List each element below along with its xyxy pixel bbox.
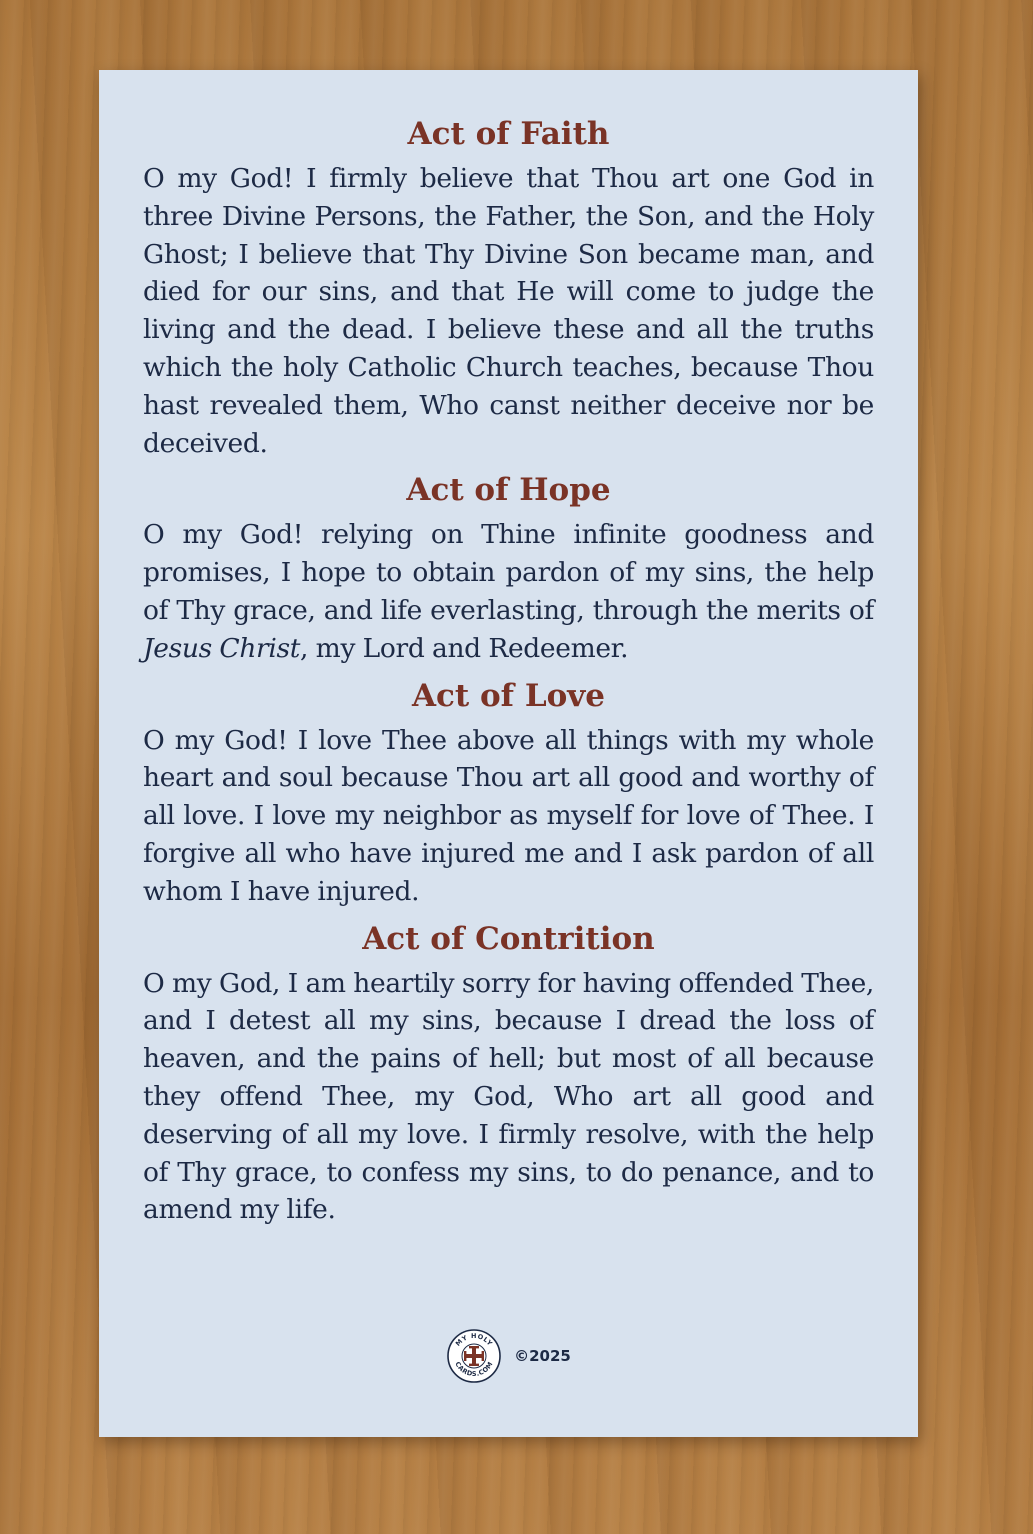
act-of-hope-text-end: , my Lord and Redeemer. bbox=[300, 632, 629, 664]
act-of-faith-text: O my God! I firmly believe that Thou art one God in three Divine Persons, the Father, the Son, and the Holy Ghost; I believe that Thy Divine Son became man, and died for our sins, and that He will come to judge the living and the dead. I believe these and all the truths which the holy Catholic Church teaches, because Thou hast revealed them, Who canst neither deceive nor be deceived. bbox=[143, 163, 874, 459]
copyright-text: ©2025 bbox=[514, 1347, 571, 1365]
act-of-contrition-text: O my God, I am heartily sorry for having offended Thee, and I detest all my sins, because I dread the loss of heaven, and the pains of hell; but most of all because they offend Thee, my God, Who art all good and deserving of all my love. I firmly resolve, with the help of Thy grace, to confess my sins, to do penance, and to amend my life. bbox=[143, 967, 874, 1226]
act-of-hope-text-italic: Jesus Christ bbox=[143, 632, 301, 664]
act-of-hope-text-start: O my God! relying on Thine infinite goodness and promises, I hope to obtain pardon of my sins, the help of Thy grace, and life everlasting, through the merits of bbox=[143, 519, 874, 626]
act-of-contrition-title: Act of Contrition bbox=[362, 920, 655, 957]
cross-emblem-icon bbox=[446, 1328, 502, 1384]
prayer-card bbox=[99, 70, 918, 1437]
svg-text:MY HOLY: MY HOLY bbox=[454, 1331, 495, 1348]
act-of-love-text: O my God! I love Thee above all things with my whole heart and soul because Thou art all good and worthy of all love. I love my neighbor as myself for love of Thee. I forgive all who have injured me and I ask pardon of all whom I have injured. bbox=[143, 724, 874, 907]
act-of-hope-text bbox=[143, 516, 874, 667]
act-of-faith-title: Act of Faith bbox=[407, 116, 610, 152]
svg-text:CARDS.COM: CARDS.COM bbox=[453, 1360, 495, 1379]
act-of-hope-title: Act of Hope bbox=[406, 472, 611, 509]
card-footer bbox=[99, 1328, 918, 1384]
act-of-love-title: Act of Love bbox=[411, 677, 606, 714]
